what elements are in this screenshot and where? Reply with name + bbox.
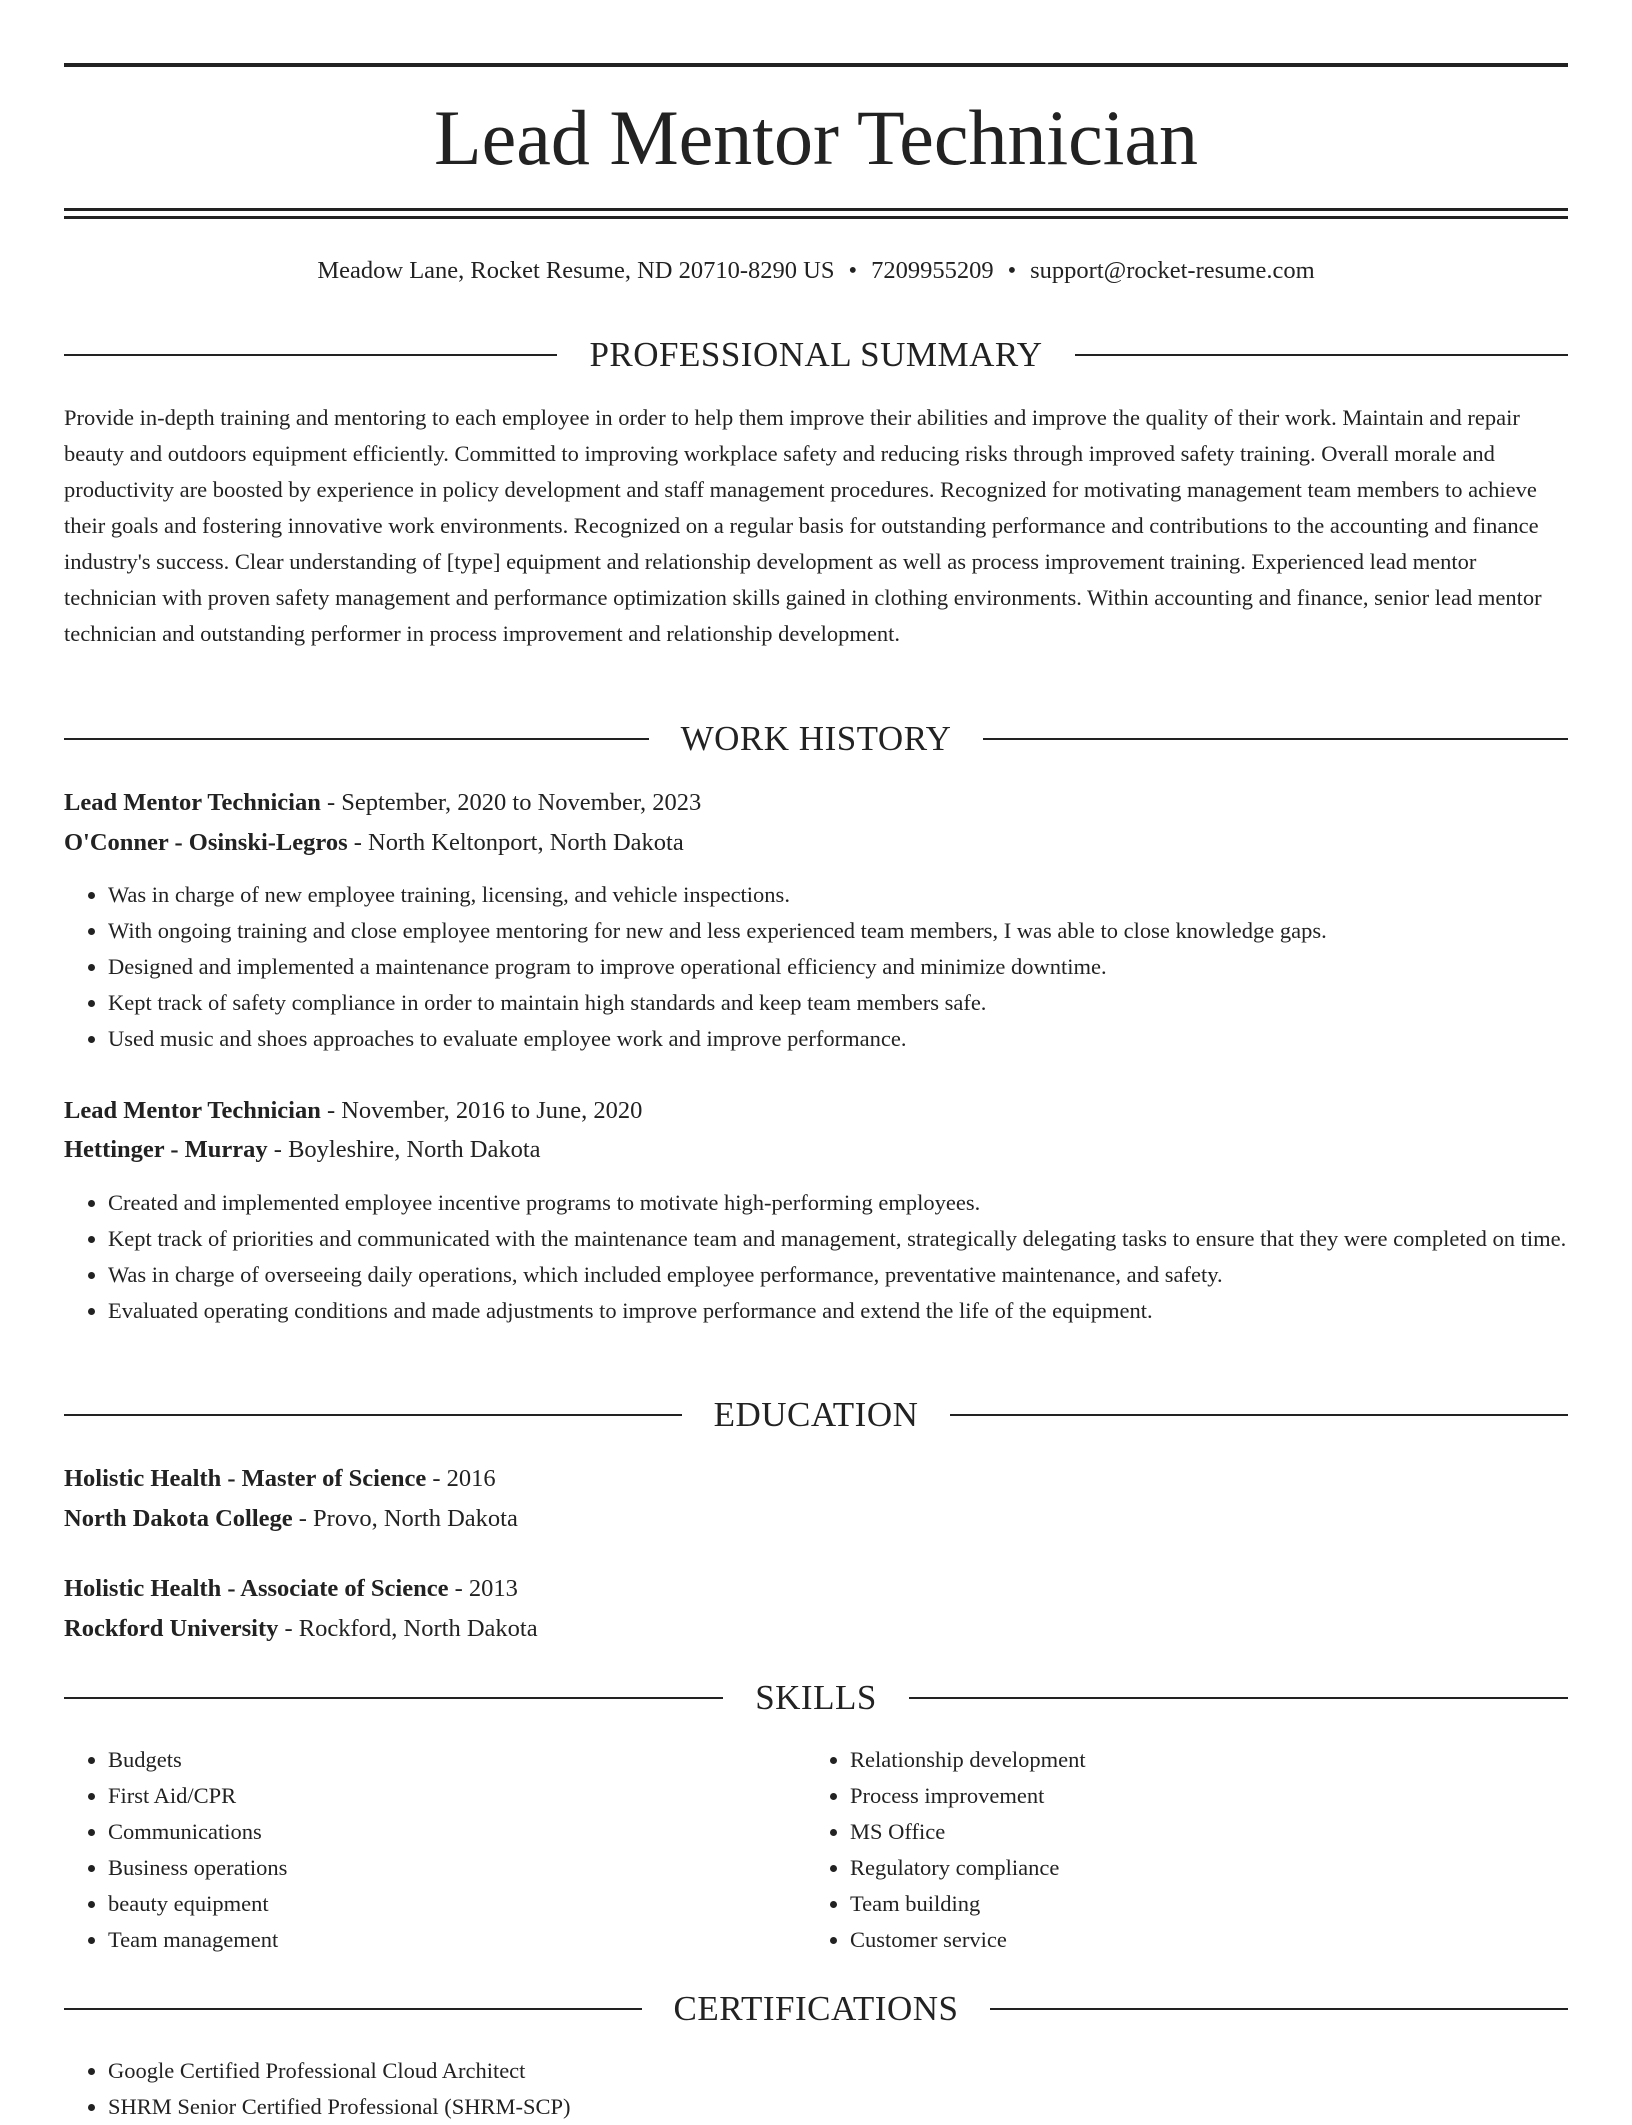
certification-item: • SHRM Senior Certified Professional (SHRM-SCP) (108, 2089, 1612, 2125)
job-company-line (64, 823, 1568, 863)
skill-item: • Team building (850, 1886, 1550, 1922)
heading-rule-left (64, 1414, 682, 1416)
education-school: Rockford University (64, 1615, 279, 1642)
contact-line (64, 254, 1568, 288)
education-year: - 2016 (426, 1465, 496, 1492)
job-duties-list (64, 1185, 1612, 1329)
skills-list-right (806, 1742, 1550, 1958)
summary-text: Provide in-depth training and mentoring to each employee in order to help them improve their abilities and improve the quality of their work. Maintain and repair beauty and outdoors equipment efficiently. Committed to improving workplace safety and reducing risks through improved safety training. Overall morale and productivity are boosted by experience in policy development and staff management procedures. Recognized for motivating management team members to achieve their goals and fostering innovative work environments. Recognized on a regular basis for outstanding performance and contributions to the accounting and finance industry's success. Clear understanding of [type] equipment and relationship development as well as process improvement training. Experienced lead mentor technician with proven safety management and performance optimization skills gained in clothing environments. Within accounting and finance, senior lead mentor technician and outstanding performer in process improvement and relationship development. (64, 405, 1542, 646)
heading-rule-right (950, 1414, 1568, 1416)
list-item: • Was in charge of new employee training, licensing, and vehicle inspections. (108, 877, 1612, 913)
education-degree: Holistic Health - Associate of Science (64, 1575, 449, 1602)
skill-item: • Process improvement (850, 1778, 1550, 1814)
contact-phone: 7209955209 (871, 257, 994, 284)
job-company: Hettinger - Murray (64, 1136, 268, 1163)
job-duties-list (64, 877, 1612, 1057)
education-school-line (64, 1609, 1568, 1649)
job-company-line (64, 1130, 1568, 1170)
list-item: • Kept track of priorities and communicated with the maintenance team and management, strategically delegating tasks to ensure that they were completed on time. (108, 1221, 1612, 1257)
header-bottom-rule (64, 208, 1568, 211)
job-dates: - November, 2016 to June, 2020 (320, 1097, 643, 1124)
section-heading-skills (64, 1675, 1568, 1721)
section-title: EDUCATION (713, 1395, 919, 1434)
skill-item: • MS Office (850, 1814, 1550, 1850)
section-title: WORK HISTORY (680, 719, 952, 758)
candidate-name: Lead Mentor Technician (433, 94, 1199, 181)
section-heading-education (64, 1392, 1568, 1438)
education-location: - Provo, North Dakota (292, 1505, 518, 1532)
certifications-list (64, 2053, 1612, 2125)
list-item: • Created and implemented employee incentive programs to motivate high-performing employees. (108, 1185, 1612, 1221)
heading-rule-left (64, 354, 557, 356)
list-item: • Was in charge of overseeing daily operations, which included employee performance, preventative maintenance, and safety. (108, 1257, 1612, 1293)
contact-address: Meadow Lane, Rocket Resume, ND 20710-8290 US (317, 257, 835, 284)
education-degree: Holistic Health - Master of Science (64, 1465, 427, 1492)
job-company: O'Conner - Osinski-Legros (64, 829, 348, 856)
job-title-line (64, 1091, 1568, 1131)
heading-rule-right (909, 1697, 1568, 1699)
section-title: CERTIFICATIONS (673, 1989, 959, 2028)
heading-rule-left (64, 738, 649, 740)
skill-item: • First Aid/CPR (108, 1778, 808, 1814)
job-title-line (64, 783, 1568, 823)
section-heading-summary (64, 332, 1568, 378)
heading-rule-left (64, 2008, 642, 2010)
certification-item: • Google Certified Professional Cloud Architect (108, 2053, 1612, 2089)
contact-email[interactable]: support@rocket-resume.com (1030, 257, 1315, 284)
section-title: SKILLS (755, 1678, 877, 1717)
list-item: • Used music and shoes approaches to evaluate employee work and improve performance. (108, 1021, 1612, 1057)
skill-item: • Regulatory compliance (850, 1850, 1550, 1886)
list-item: • Designed and implemented a maintenance program to improve operational efficiency and minimize downtime. (108, 949, 1612, 985)
heading-rule-right (1075, 354, 1568, 356)
header-top-rule (64, 63, 1568, 67)
education-degree-line (64, 1459, 1568, 1499)
section-heading-certifications (64, 1986, 1568, 2032)
contact-separator: • (848, 257, 858, 284)
heading-rule-left (64, 1697, 723, 1699)
list-item: • Kept track of safety compliance in order to maintain high standards and keep team members safe. (108, 985, 1612, 1021)
skill-item: • Communications (108, 1814, 808, 1850)
skill-item: • beauty equipment (108, 1886, 808, 1922)
skill-item: • Customer service (850, 1922, 1550, 1958)
job-location: - North Keltonport, North Dakota (347, 829, 684, 856)
education-school: North Dakota College (64, 1505, 293, 1532)
education-degree-line (64, 1569, 1568, 1609)
section-heading-work-history (64, 716, 1568, 762)
education-school-line (64, 1499, 1568, 1539)
contact-separator: • (1007, 257, 1017, 284)
list-item: • Evaluated operating conditions and made adjustments to improve performance and extend the life of the equipment. (108, 1293, 1612, 1329)
section-title: PROFESSIONAL SUMMARY (589, 335, 1043, 374)
skill-item: • Relationship development (850, 1742, 1550, 1778)
skills-list-left (64, 1742, 808, 1958)
job-location: - Boyleshire, North Dakota (267, 1136, 541, 1163)
skill-item: • Business operations (108, 1850, 808, 1886)
heading-rule-right (990, 2008, 1568, 2010)
job-title: Lead Mentor Technician (64, 789, 321, 816)
skill-item: • Budgets (108, 1742, 808, 1778)
heading-rule-right (983, 738, 1568, 740)
education-year: - 2013 (448, 1575, 518, 1602)
education-location: - Rockford, North Dakota (278, 1615, 538, 1642)
list-item: • With ongoing training and close employee mentoring for new and less experienced team members, I was able to close knowledge gaps. (108, 913, 1612, 949)
skill-item: • Team management (108, 1922, 808, 1958)
job-title: Lead Mentor Technician (64, 1097, 321, 1124)
job-dates: - September, 2020 to November, 2023 (320, 789, 702, 816)
header-bottom-rule-second (64, 216, 1568, 219)
